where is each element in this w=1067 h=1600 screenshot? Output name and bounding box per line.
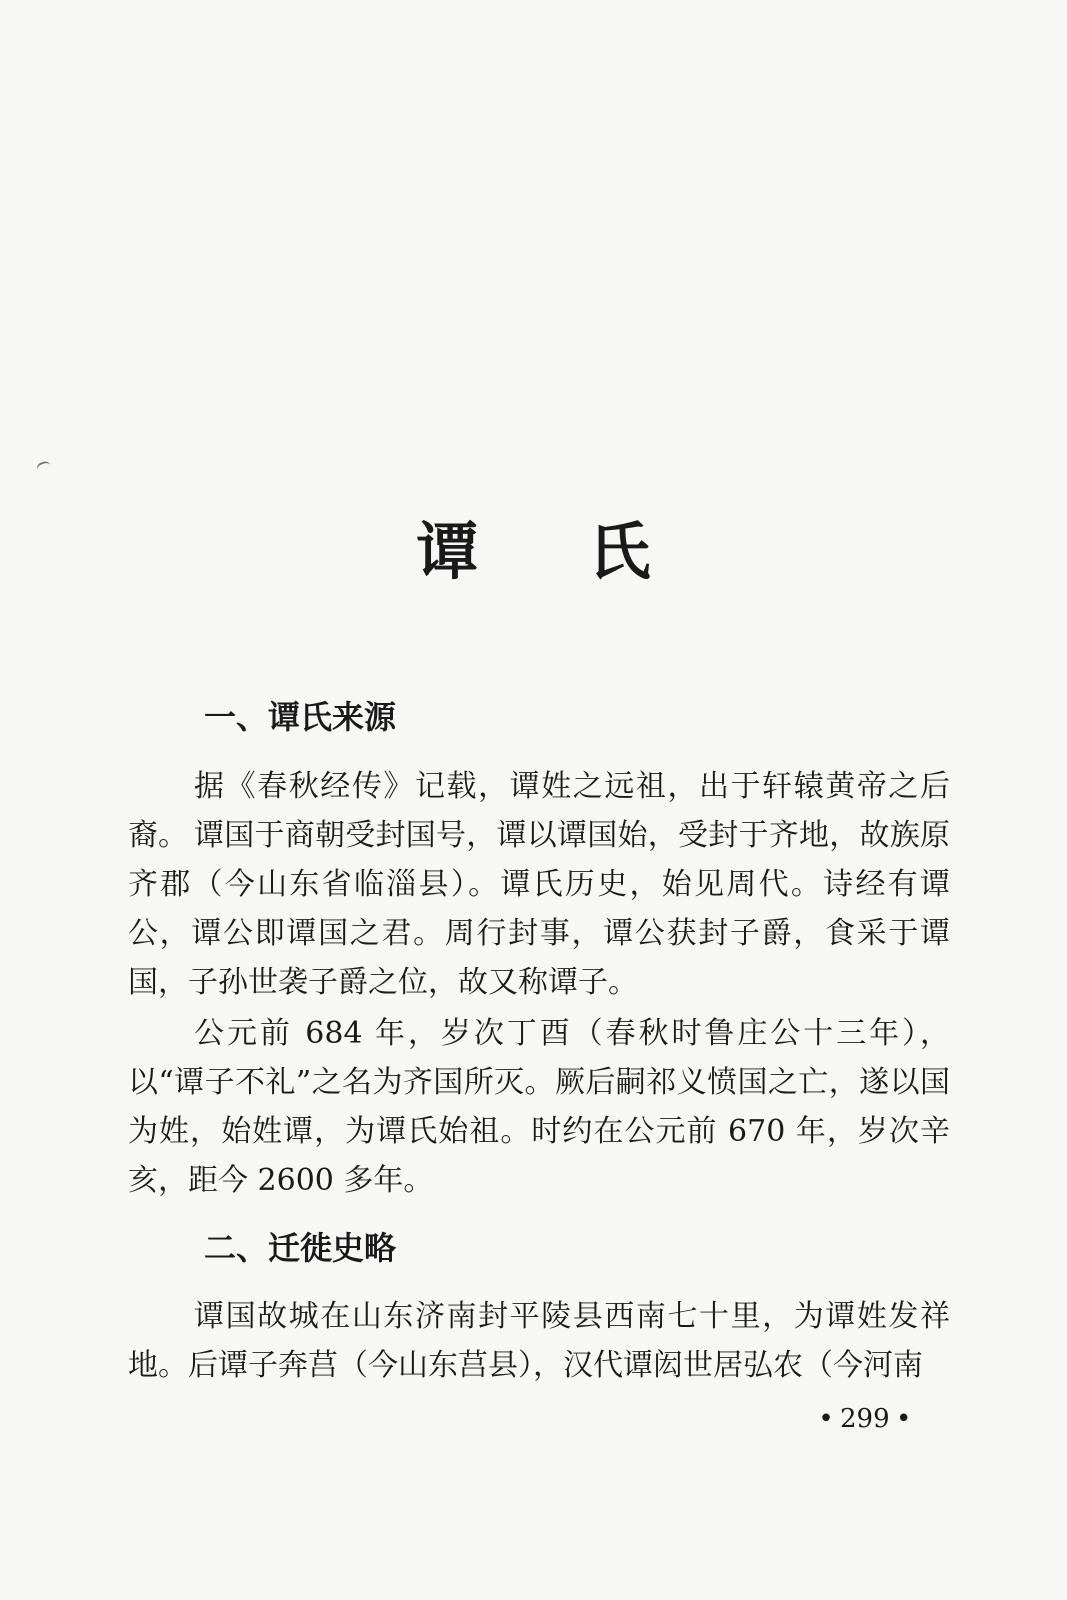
page-number-dot-right: • (895, 1404, 912, 1434)
paragraph-migration-1: 谭国故城在山东济南封平陵县西南七十里，为谭姓发祥地。后谭子奔莒（今山东莒县），汉代谭闳世居弘农（今河南 (128, 1299, 950, 1383)
chapter-title (0, 512, 1067, 592)
section-heading-migration: 二、迁徙史略 (204, 1229, 397, 1267)
page-number-value: 299 (840, 1404, 890, 1434)
paragraph-origin-3: 公元前 684 年，岁次丁酉（春秋时鲁庄公十三年），以“谭子不礼”之名为齐国所灭。厥后嗣祁义愤国之亡，遂以国为姓，始姓谭，为谭氏始祖。时约在公元前 670 年，岁次辛亥，距今 2600 多年。 (128, 1016, 950, 1198)
paragraph-origin-2: 谭国于商朝受封国号，谭以谭国始，受封于齐地，故族原齐郡（今山东省临淄县）。谭氏历史，始见周代。诗经有谭公，谭公即谭国之君。周行封事，谭公获封子爵，食采于谭国，子孙世袭子爵之位，故又称谭子。 (128, 818, 950, 1000)
title-char-1: 谭 (416, 515, 479, 588)
title-char-2: 氏 (588, 515, 651, 588)
scan-artifact (35, 460, 50, 470)
page-number (812, 1402, 918, 1436)
paragraph-origin-1: 据《春秋经传》记载，谭姓之远祖，出于轩辕黄帝之后裔。 (128, 769, 950, 853)
page-number-dot-left: • (818, 1404, 834, 1434)
section-heading-origin: 一、谭氏来源 (204, 698, 397, 736)
